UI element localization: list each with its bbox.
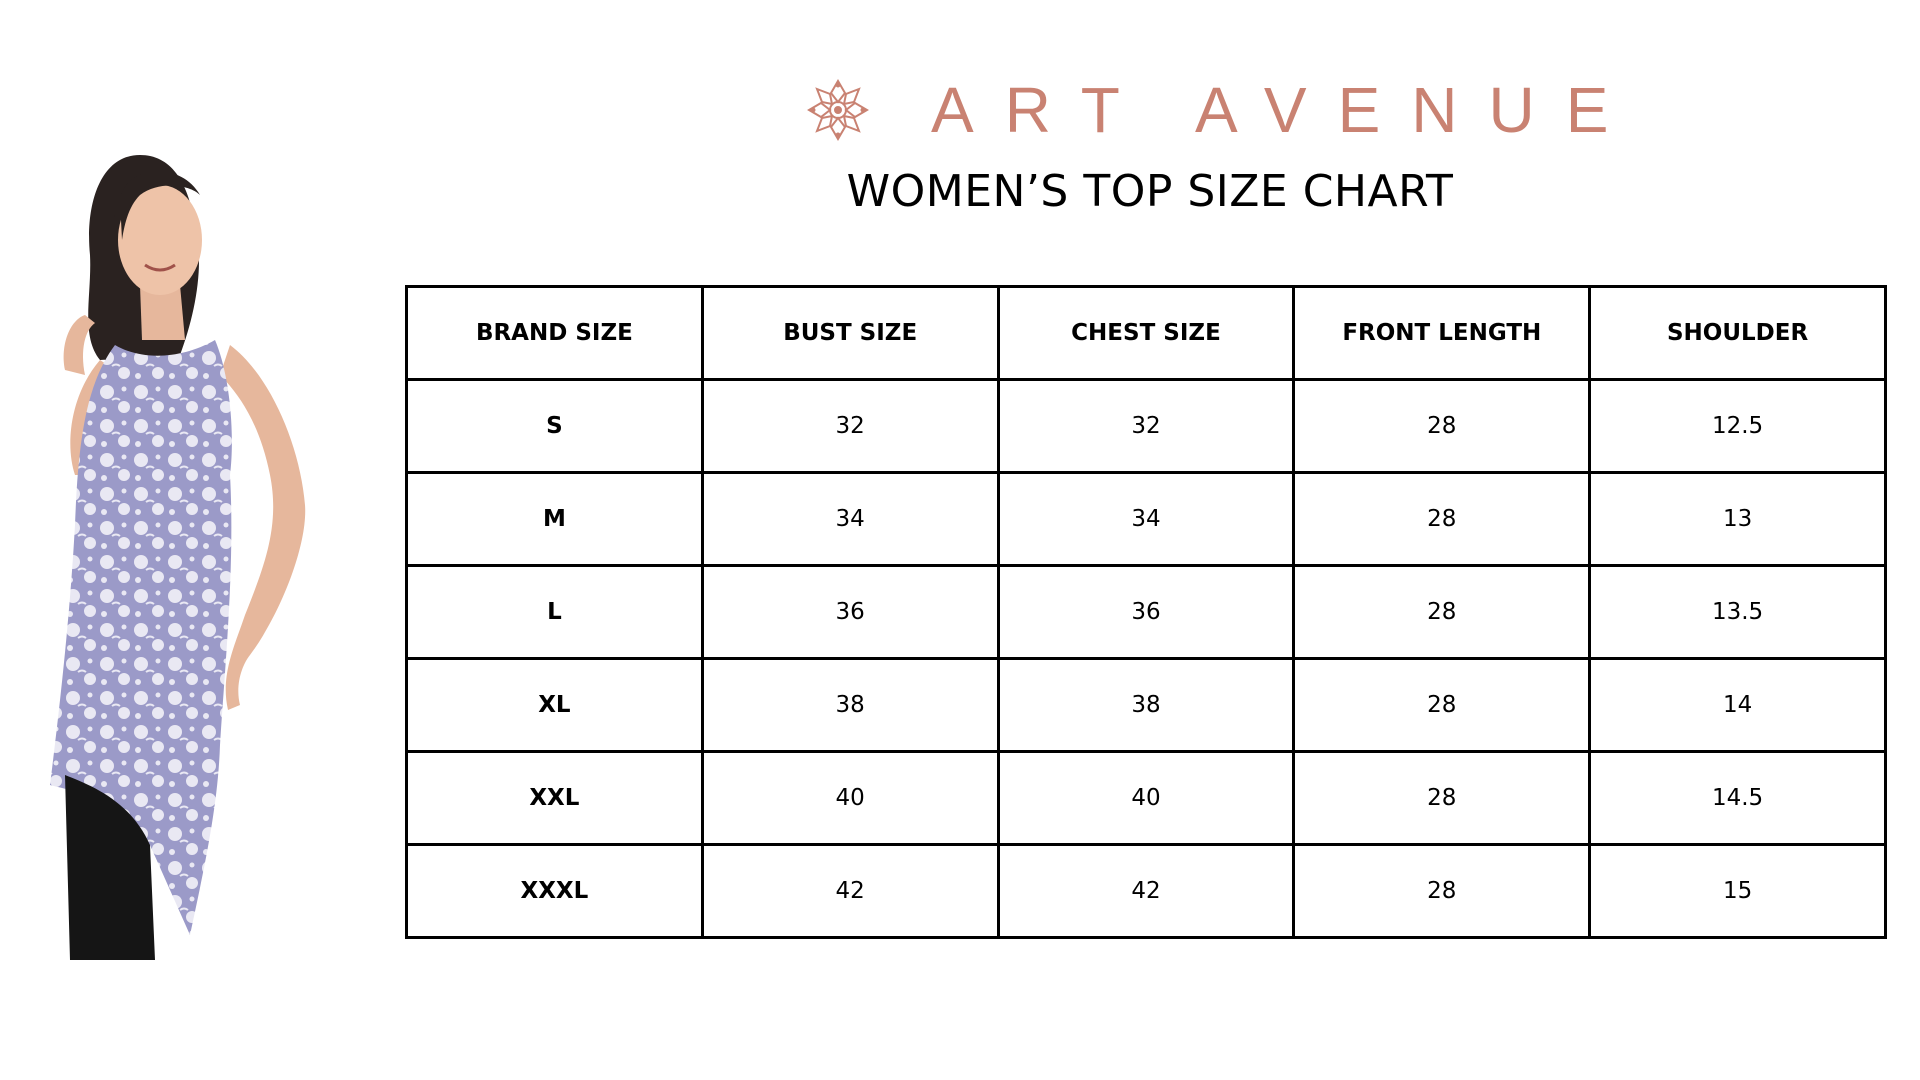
chest-cell: 40 (998, 752, 1294, 845)
shoulder-cell: 13.5 (1590, 566, 1886, 659)
shoulder-cell: 14.5 (1590, 752, 1886, 845)
size-cell: L (407, 566, 703, 659)
chest-cell: 32 (998, 380, 1294, 473)
table-row (407, 473, 1886, 566)
shoulder-cell: 14 (1590, 659, 1886, 752)
size-cell: XXL (407, 752, 703, 845)
bust-cell: 42 (702, 845, 998, 938)
shoulder-cell: 13 (1590, 473, 1886, 566)
table-row (407, 380, 1886, 473)
size-cell: M (407, 473, 703, 566)
size-cell: S (407, 380, 703, 473)
table-row (407, 752, 1886, 845)
chest-cell: 34 (998, 473, 1294, 566)
table-row (407, 566, 1886, 659)
front-length-cell: 28 (1294, 380, 1590, 473)
header-shoulder: SHOULDER (1590, 287, 1886, 380)
brand-name: ART AVENUE (931, 74, 1640, 146)
chest-cell: 42 (998, 845, 1294, 938)
table-row (407, 659, 1886, 752)
size-cell: XL (407, 659, 703, 752)
mandala-icon (805, 77, 871, 143)
bust-cell: 36 (702, 566, 998, 659)
bust-cell: 40 (702, 752, 998, 845)
bust-cell: 34 (702, 473, 998, 566)
header-chest-size: CHEST SIZE (998, 287, 1294, 380)
header-front-length: FRONT LENGTH (1294, 287, 1590, 380)
shoulder-cell: 15 (1590, 845, 1886, 938)
size-chart-table (405, 285, 1887, 939)
table-header-row (407, 287, 1886, 380)
front-length-cell: 28 (1294, 566, 1590, 659)
size-cell: XXXL (407, 845, 703, 938)
header-brand-size: BRAND SIZE (407, 287, 703, 380)
front-length-cell: 28 (1294, 845, 1590, 938)
chest-cell: 38 (998, 659, 1294, 752)
front-length-cell: 28 (1294, 752, 1590, 845)
bust-cell: 32 (702, 380, 998, 473)
front-length-cell: 28 (1294, 659, 1590, 752)
brand-header (805, 75, 1639, 145)
table-row (407, 845, 1886, 938)
bust-cell: 38 (702, 659, 998, 752)
front-length-cell: 28 (1294, 473, 1590, 566)
page-title: WOMEN’S TOP SIZE CHART (846, 166, 1454, 217)
model-photo (30, 145, 400, 960)
header-bust-size: BUST SIZE (702, 287, 998, 380)
chest-cell: 36 (998, 566, 1294, 659)
shoulder-cell: 12.5 (1590, 380, 1886, 473)
